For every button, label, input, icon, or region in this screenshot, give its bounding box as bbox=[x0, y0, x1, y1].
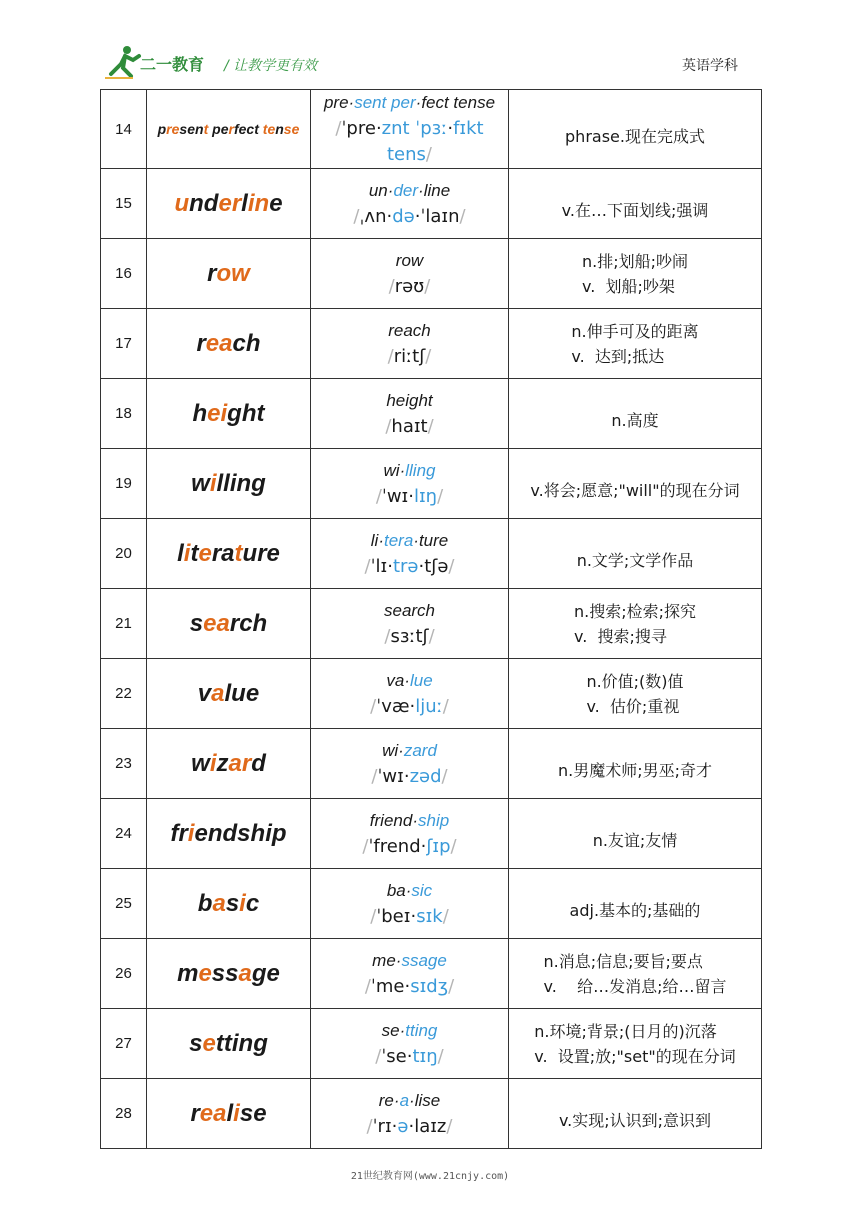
pronunciation-cell bbox=[311, 449, 509, 519]
table-row bbox=[101, 799, 762, 869]
meaning-line: v.将会;愿意;"will"的现在分词 bbox=[530, 481, 740, 500]
meaning-line: n.友谊;友情 bbox=[592, 831, 678, 850]
meaning-line: v. 估价;重视 bbox=[586, 696, 680, 716]
vocab-word: present perfect tense bbox=[147, 90, 311, 169]
meaning-line: v.实现;认识到;意识到 bbox=[558, 1111, 712, 1130]
syllable-split: wi·zard bbox=[382, 740, 437, 760]
vocab-word: underline bbox=[147, 169, 311, 239]
syllable-split: friend·ship bbox=[369, 810, 450, 830]
page-header bbox=[0, 0, 860, 88]
pronunciation-cell bbox=[311, 309, 509, 379]
pronunciation-cell bbox=[311, 239, 509, 309]
meaning-cell bbox=[509, 589, 762, 659]
row-number: 19 bbox=[101, 449, 147, 519]
meaning-cell bbox=[509, 939, 762, 1009]
pronunciation-cell bbox=[311, 1079, 509, 1149]
table-row bbox=[101, 379, 762, 449]
brand-name: 二一教育 bbox=[140, 55, 205, 74]
row-number: 21 bbox=[101, 589, 147, 659]
meaning-cell bbox=[509, 1009, 762, 1079]
pronunciation-cell bbox=[311, 90, 509, 169]
pronunciation-cell bbox=[311, 519, 509, 589]
meaning-line: n.伸手可及的距离 bbox=[571, 321, 699, 341]
pronunciation-cell bbox=[311, 589, 509, 659]
meaning-cell bbox=[509, 169, 762, 239]
table-row bbox=[101, 309, 762, 379]
ipa-transcription: /ˈfrend·ʃɪp/ bbox=[362, 835, 457, 857]
ipa-transcription: /ˈvæ·ljuː/ bbox=[370, 695, 449, 717]
syllable-split: re·a·lise bbox=[378, 1090, 441, 1110]
vocab-word: message bbox=[147, 939, 311, 1009]
table-row bbox=[101, 729, 762, 799]
meaning-cell bbox=[509, 729, 762, 799]
vocab-word: literature bbox=[147, 519, 311, 589]
meaning-line: n.排;划船;吵闹 bbox=[581, 251, 688, 271]
meaning-cell bbox=[509, 239, 762, 309]
row-number: 14 bbox=[101, 90, 147, 169]
syllable-split: wi·lling bbox=[383, 460, 436, 480]
syllable-split: un·der·line bbox=[368, 180, 451, 200]
subject-label: 英语学科 bbox=[682, 58, 738, 74]
pronunciation-cell bbox=[311, 869, 509, 939]
meaning-cell bbox=[509, 309, 762, 379]
ipa-transcription: /ˈbeɪ·sɪk/ bbox=[370, 905, 449, 927]
row-number: 20 bbox=[101, 519, 147, 589]
vocab-word: realise bbox=[147, 1079, 311, 1149]
meaning-cell bbox=[509, 799, 762, 869]
meaning-line: n.高度 bbox=[611, 411, 659, 430]
row-number: 26 bbox=[101, 939, 147, 1009]
vocab-word: search bbox=[147, 589, 311, 659]
syllable-split: va·lue bbox=[386, 670, 433, 690]
meaning-line: adj.基本的;基础的 bbox=[569, 901, 701, 920]
table-row bbox=[101, 589, 762, 659]
ipa-transcription: /sɜːtʃ/ bbox=[384, 625, 435, 647]
meaning-cell bbox=[509, 519, 762, 589]
meaning-line: phrase.现在完成式 bbox=[565, 126, 705, 146]
row-number: 25 bbox=[101, 869, 147, 939]
table-row bbox=[101, 169, 762, 239]
vocabulary-table bbox=[100, 89, 762, 1149]
meaning-line: n.消息;信息;要旨;要点 bbox=[543, 951, 703, 971]
ipa-transcription: /ˈwɪ·zəd/ bbox=[371, 765, 448, 787]
meaning-line: v. 设置;放;"set"的现在分词 bbox=[534, 1046, 736, 1066]
table-row bbox=[101, 90, 762, 169]
pronunciation-cell bbox=[311, 1009, 509, 1079]
meaning-cell bbox=[509, 379, 762, 449]
meaning-line: v. 达到;抵达 bbox=[571, 346, 665, 366]
syllable-split: height bbox=[386, 390, 433, 410]
meaning-cell bbox=[509, 449, 762, 519]
ipa-transcription: /ˈlɪ·trə·tʃə/ bbox=[364, 555, 455, 577]
row-number: 16 bbox=[101, 239, 147, 309]
syllable-split: search bbox=[383, 600, 436, 620]
pronunciation-cell bbox=[311, 169, 509, 239]
vocab-word: row bbox=[147, 239, 311, 309]
ipa-transcription: /haɪt/ bbox=[385, 415, 434, 437]
row-number: 17 bbox=[101, 309, 147, 379]
syllable-split: me·ssage bbox=[372, 950, 447, 970]
vocab-word: reach bbox=[147, 309, 311, 379]
pronunciation-cell bbox=[311, 939, 509, 1009]
syllable-split: pre·sent per·fect tense bbox=[323, 93, 496, 112]
pronunciation-cell bbox=[311, 799, 509, 869]
vocab-word: setting bbox=[147, 1009, 311, 1079]
meaning-line: n.搜索;检索;探究 bbox=[573, 601, 696, 621]
syllable-split: row bbox=[395, 250, 424, 270]
syllable-split: reach bbox=[388, 320, 431, 340]
meaning-cell bbox=[509, 869, 762, 939]
meaning-line: v.在…下面划线;强调 bbox=[561, 201, 709, 220]
row-number: 27 bbox=[101, 1009, 147, 1079]
table-row bbox=[101, 869, 762, 939]
table-row bbox=[101, 519, 762, 589]
syllable-split: se·tting bbox=[381, 1020, 438, 1040]
syllable-split: li·tera·ture bbox=[370, 530, 449, 550]
meaning-line: v. 搜索;搜寻 bbox=[573, 626, 667, 646]
row-number: 15 bbox=[101, 169, 147, 239]
table-row bbox=[101, 239, 762, 309]
vocab-word: basic bbox=[147, 869, 311, 939]
page-footer: 21世纪教育网(www.21cnjy.com) bbox=[350, 1171, 510, 1182]
vocab-word: value bbox=[147, 659, 311, 729]
meaning-line: n.价值;(数)值 bbox=[586, 671, 684, 691]
ipa-transcription: /rəʊ/ bbox=[388, 275, 431, 297]
table-row bbox=[101, 939, 762, 1009]
ipa-transcription: /ˈwɪ·lɪŋ/ bbox=[375, 485, 444, 507]
table-row bbox=[101, 659, 762, 729]
vocab-word: willing bbox=[147, 449, 311, 519]
meaning-cell bbox=[509, 90, 762, 169]
row-number: 23 bbox=[101, 729, 147, 799]
row-number: 22 bbox=[101, 659, 147, 729]
meaning-line: v. 划船;吵架 bbox=[581, 276, 675, 296]
meaning-cell bbox=[509, 1079, 762, 1149]
ipa-transcription: /ˈpre·znt ˈpɜː·fɪkt tens/ bbox=[335, 118, 484, 165]
row-number: 18 bbox=[101, 379, 147, 449]
meaning-line: n.环境;背景;(日月的)沉落 bbox=[534, 1021, 717, 1041]
vocab-word: friendship bbox=[147, 799, 311, 869]
meaning-line: v. 给…发消息;给…留言 bbox=[543, 976, 727, 996]
vocab-word: height bbox=[147, 379, 311, 449]
pronunciation-cell bbox=[311, 379, 509, 449]
pronunciation-cell bbox=[311, 659, 509, 729]
table-row bbox=[101, 1079, 762, 1149]
brand-slogan: / 让教学更有效 bbox=[224, 58, 318, 74]
table-row bbox=[101, 449, 762, 519]
ipa-transcription: /ˈse·tɪŋ/ bbox=[375, 1045, 444, 1067]
row-number: 24 bbox=[101, 799, 147, 869]
meaning-cell bbox=[509, 659, 762, 729]
row-number: 28 bbox=[101, 1079, 147, 1149]
pronunciation-cell bbox=[311, 729, 509, 799]
ipa-transcription: /riːtʃ/ bbox=[387, 345, 432, 367]
syllable-split: ba·sic bbox=[386, 880, 433, 900]
ipa-transcription: /ˌʌn·də·ˈlaɪn/ bbox=[353, 205, 466, 227]
vocab-word: wizard bbox=[147, 729, 311, 799]
ipa-transcription: /ˈme·sɪdʒ/ bbox=[364, 975, 455, 997]
meaning-line: n.文学;文学作品 bbox=[576, 551, 694, 570]
ipa-transcription: /ˈrɪ·ə·laɪz/ bbox=[366, 1115, 453, 1137]
meaning-line: n.男魔术师;男巫;奇才 bbox=[557, 761, 712, 780]
table-row bbox=[101, 1009, 762, 1079]
